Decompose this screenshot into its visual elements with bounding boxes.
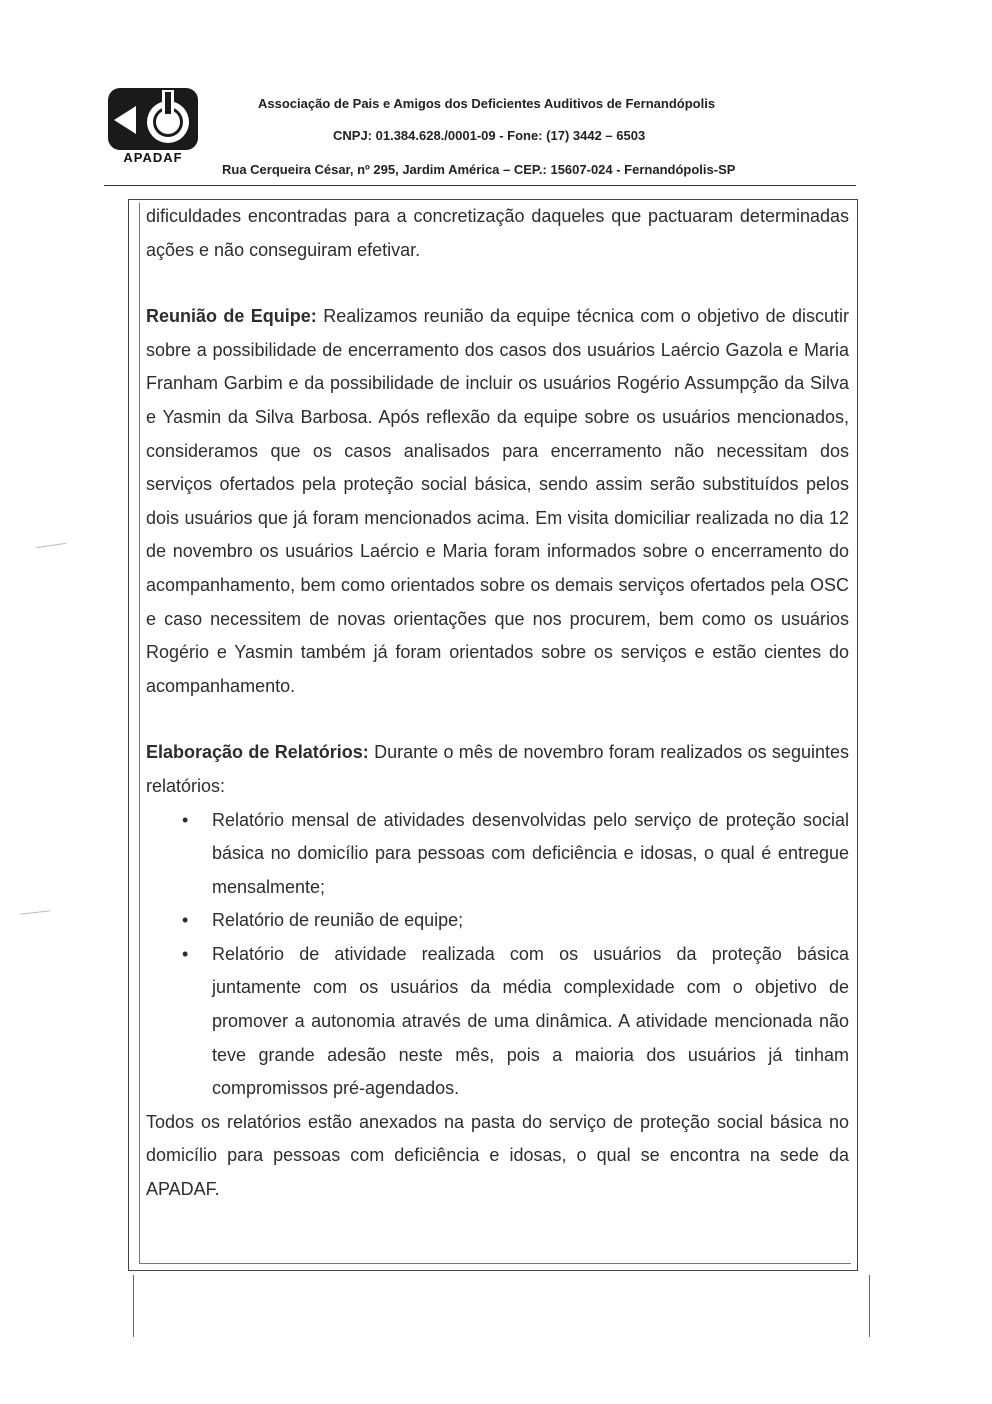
meeting-paragraph xyxy=(146,300,849,703)
meeting-heading: Reunião de Equipe: xyxy=(146,306,317,327)
page-margin-line-left xyxy=(133,1275,134,1337)
reports-paragraph xyxy=(146,736,849,803)
organization-name: Associação de Pais e Amigos dos Deficientes Auditivos de Fernandópolis xyxy=(258,96,716,111)
address-line: Rua Cerqueira César, nº 295, Jardim América – CEP.: 15607-024 - Fernandópolis-SP xyxy=(222,162,736,177)
logo-wordmark: APADAF xyxy=(123,150,183,165)
paragraph-gap xyxy=(146,267,849,300)
document-body xyxy=(146,200,849,1207)
page-margin-line-right xyxy=(869,1275,870,1337)
paragraph-gap xyxy=(146,703,849,736)
letterhead xyxy=(0,0,992,200)
closing-paragraph: Todos os relatórios estão anexados na pasta do serviço de proteção social básica no domicílio para pessoas com deficiência e idosas, o qual se encontra na sede da APADAF. xyxy=(146,1111,849,1200)
scan-artifact xyxy=(36,543,66,548)
intro-paragraph: dificuldades encontradas para a concretização daqueles que pactuaram determinadas ações e não conseguiram efetivar. xyxy=(146,206,849,260)
ear-logo-icon xyxy=(106,86,200,152)
meeting-text: Realizamos reunião da equipe técnica com o objetivo de discutir sobre a possibilidade de encerramento dos casos dos usuários Laércio Gazola e Maria Franham Garbim e da possibilidade de incluir os usuários Rogério Assumpção da Silva e Yasmin da Silva Barbosa. Após reflexão da equipe sobre os usuários mencionados, consideramos que os casos analisados para encerramento não necessitam dos serviços ofertados pela proteção social básica, sendo assim serão substituídos pelos dois usuários que já foram mencionados acima. Em visita domiciliar realizada no dia 12 de novembro os usuários Laércio e Maria foram informados sobre o encerramento do acompanhamento, bem como orientados sobre os demais serviços ofertados pela OSC e caso necessitem de novas orientações que nos procurem, bem como os usuários Rogério e Yasmin também já foram orientados sobre os serviços e estão cientes do acompanhamento. xyxy=(146,306,849,696)
list-item: • Relatório mensal de atividades desenvolvidas pelo serviço de proteção social básica no domicílio para pessoas com deficiência e idosas, o qual é entregue mensalmente; xyxy=(146,804,849,905)
reports-heading: Elaboração de Relatórios: xyxy=(146,742,369,763)
reports-text: Durante o mês de novembro foram realizados os seguintes relatórios: xyxy=(146,742,849,796)
list-item: • Relatório de atividade realizada com os usuários da proteção básica juntamente com os usuários da média complexidade com o objetivo de promover a autonomia através de uma dinâmica. A atividade mencionada não teve grande adesão neste mês, pois a maioria dos usuários já tinham compromissos pré-agendados. xyxy=(146,938,849,1106)
list-item: • Relatório de reunião de equipe; xyxy=(146,904,849,938)
scan-artifact xyxy=(20,910,50,914)
frame-inner-bottom-rule xyxy=(139,1263,851,1264)
header-divider xyxy=(104,185,856,186)
cnpj-phone-line: CNPJ: 01.384.628./0001-09 - Fone: (17) 3442 – 6503 xyxy=(333,128,646,143)
apadaf-logo xyxy=(106,86,200,166)
reports-list xyxy=(146,804,849,1106)
frame-inner-left-rule xyxy=(139,203,140,1263)
